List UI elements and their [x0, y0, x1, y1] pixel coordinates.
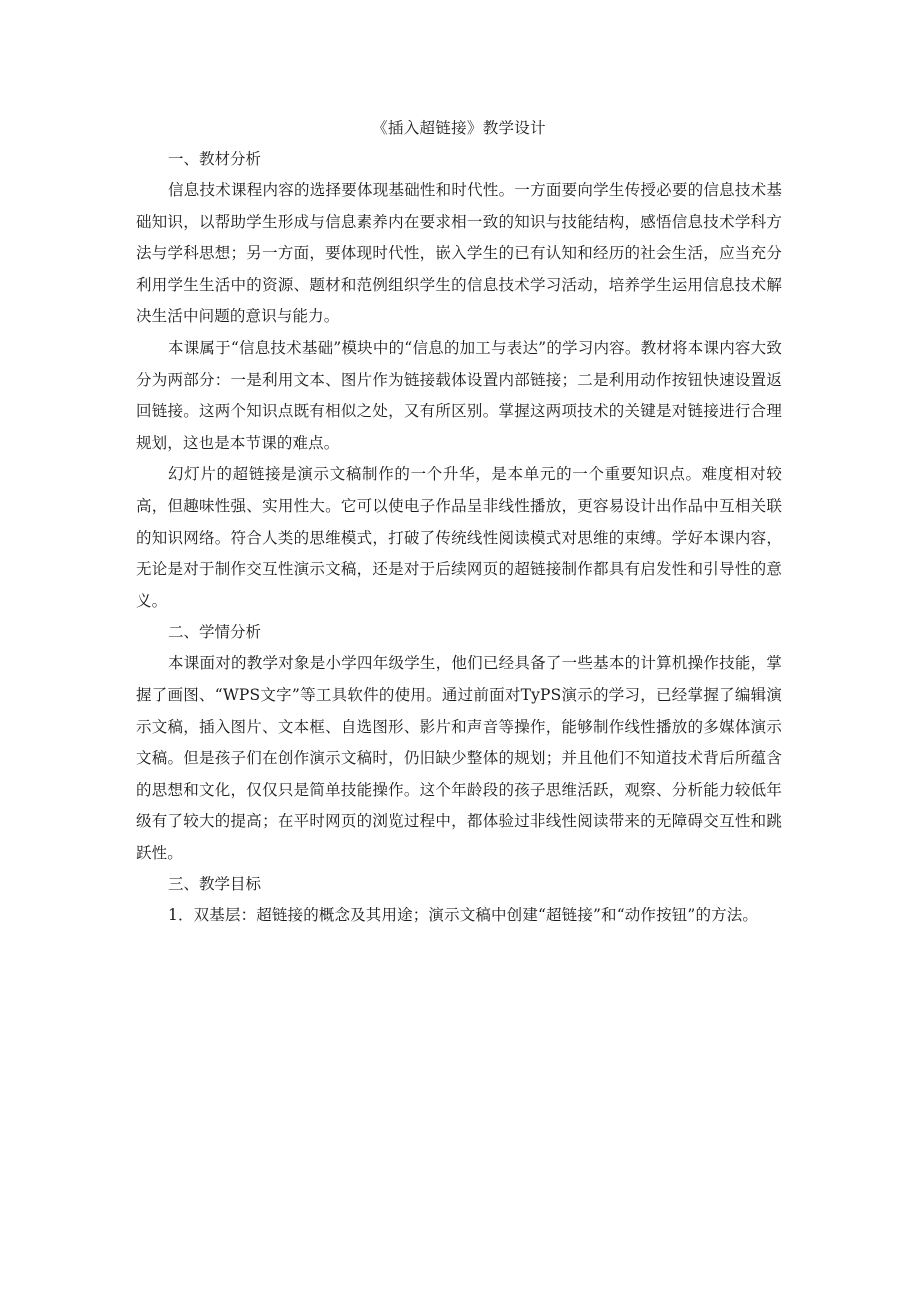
- paragraph-hyperlink-importance: 幻灯片的超链接是演示文稿制作的一个升华，是本单元的一个重要知识点。难度相对较高，但趣味性强、实用性大。它可以使电子作品呈非线性播放，更容易设计出作品中互相关联的知识网络。符合人类的思维模式，打破了传统线性阅读模式对思维的束缚。学好本课内容，无论是对于制作交互性演示文稿，还是对于后续网页的超链接制作都具有启发性和引导性的意义。: [136, 465, 782, 610]
- document-body: [136, 112, 782, 932]
- paragraph-learner-analysis: 本课面对的教学对象是小学四年级学生，他们已经具备了一些基本的计算机操作技能，掌握了画图、“WPS文字”等工具软件的使用。通过前面对TyPS演示的学习，已经掌握了编辑演示文稿，插入图片、文本框、自选图形、影片和声音等操作，能够制作线性播放的多媒体演示文稿。但是孩子们在创作演示文稿时，仍旧缺少整体的规划；并且他们不知道技术背后所蕴含的思想和文化，仅仅只是简单技能操作。这个年龄段的孩子思维活跃，观察、分析能力较低年级有了较大的提高；在平时网页的浏览过程中，都体验过非线性阅读带来的无障碍交互性和跳跃性。: [136, 654, 782, 862]
- paragraph-module-content: 本课属于“信息技术基础”模块中的“信息的加工与表达”的学习内容。教材将本课内容大致分为两部分：一是利用文本、图片作为链接载体设置内部链接；二是利用动作按钮快速设置返回链接。这两个知识点既有相似之处，又有所区别。掌握这两项技术的关键是对链接进行合理规划，这也是本节课的难点。: [136, 338, 782, 452]
- section-heading-material-analysis: 一、教材分析: [168, 150, 262, 168]
- paragraph-course-content: 信息技术课程内容的选择要体现基础性和时代性。一方面要向学生传授必要的信息技术基础知识，以帮助学生形成与信息素养内在要求相一致的知识与技能结构，感悟信息技术学科方法与学科思想；另一方面，要体现时代性，嵌入学生的已有认知和经历的社会生活，应当充分利用学生生活中的资源、题材和范例组织学生的信息技术学习活动，培养学生运用信息技术解决生活中问题的意识与能力。: [136, 181, 782, 326]
- paragraph-goal-basic: 1．双基层：超链接的概念及其用途；演示文稿中创建“超链接”和“动作按钮”的方法。: [168, 906, 759, 925]
- section-heading-learner-analysis: 二、学情分析: [168, 623, 262, 642]
- document-title: 《插入超链接》教学设计: [372, 119, 546, 137]
- section-heading-teaching-goals: 三、教学目标: [168, 875, 262, 894]
